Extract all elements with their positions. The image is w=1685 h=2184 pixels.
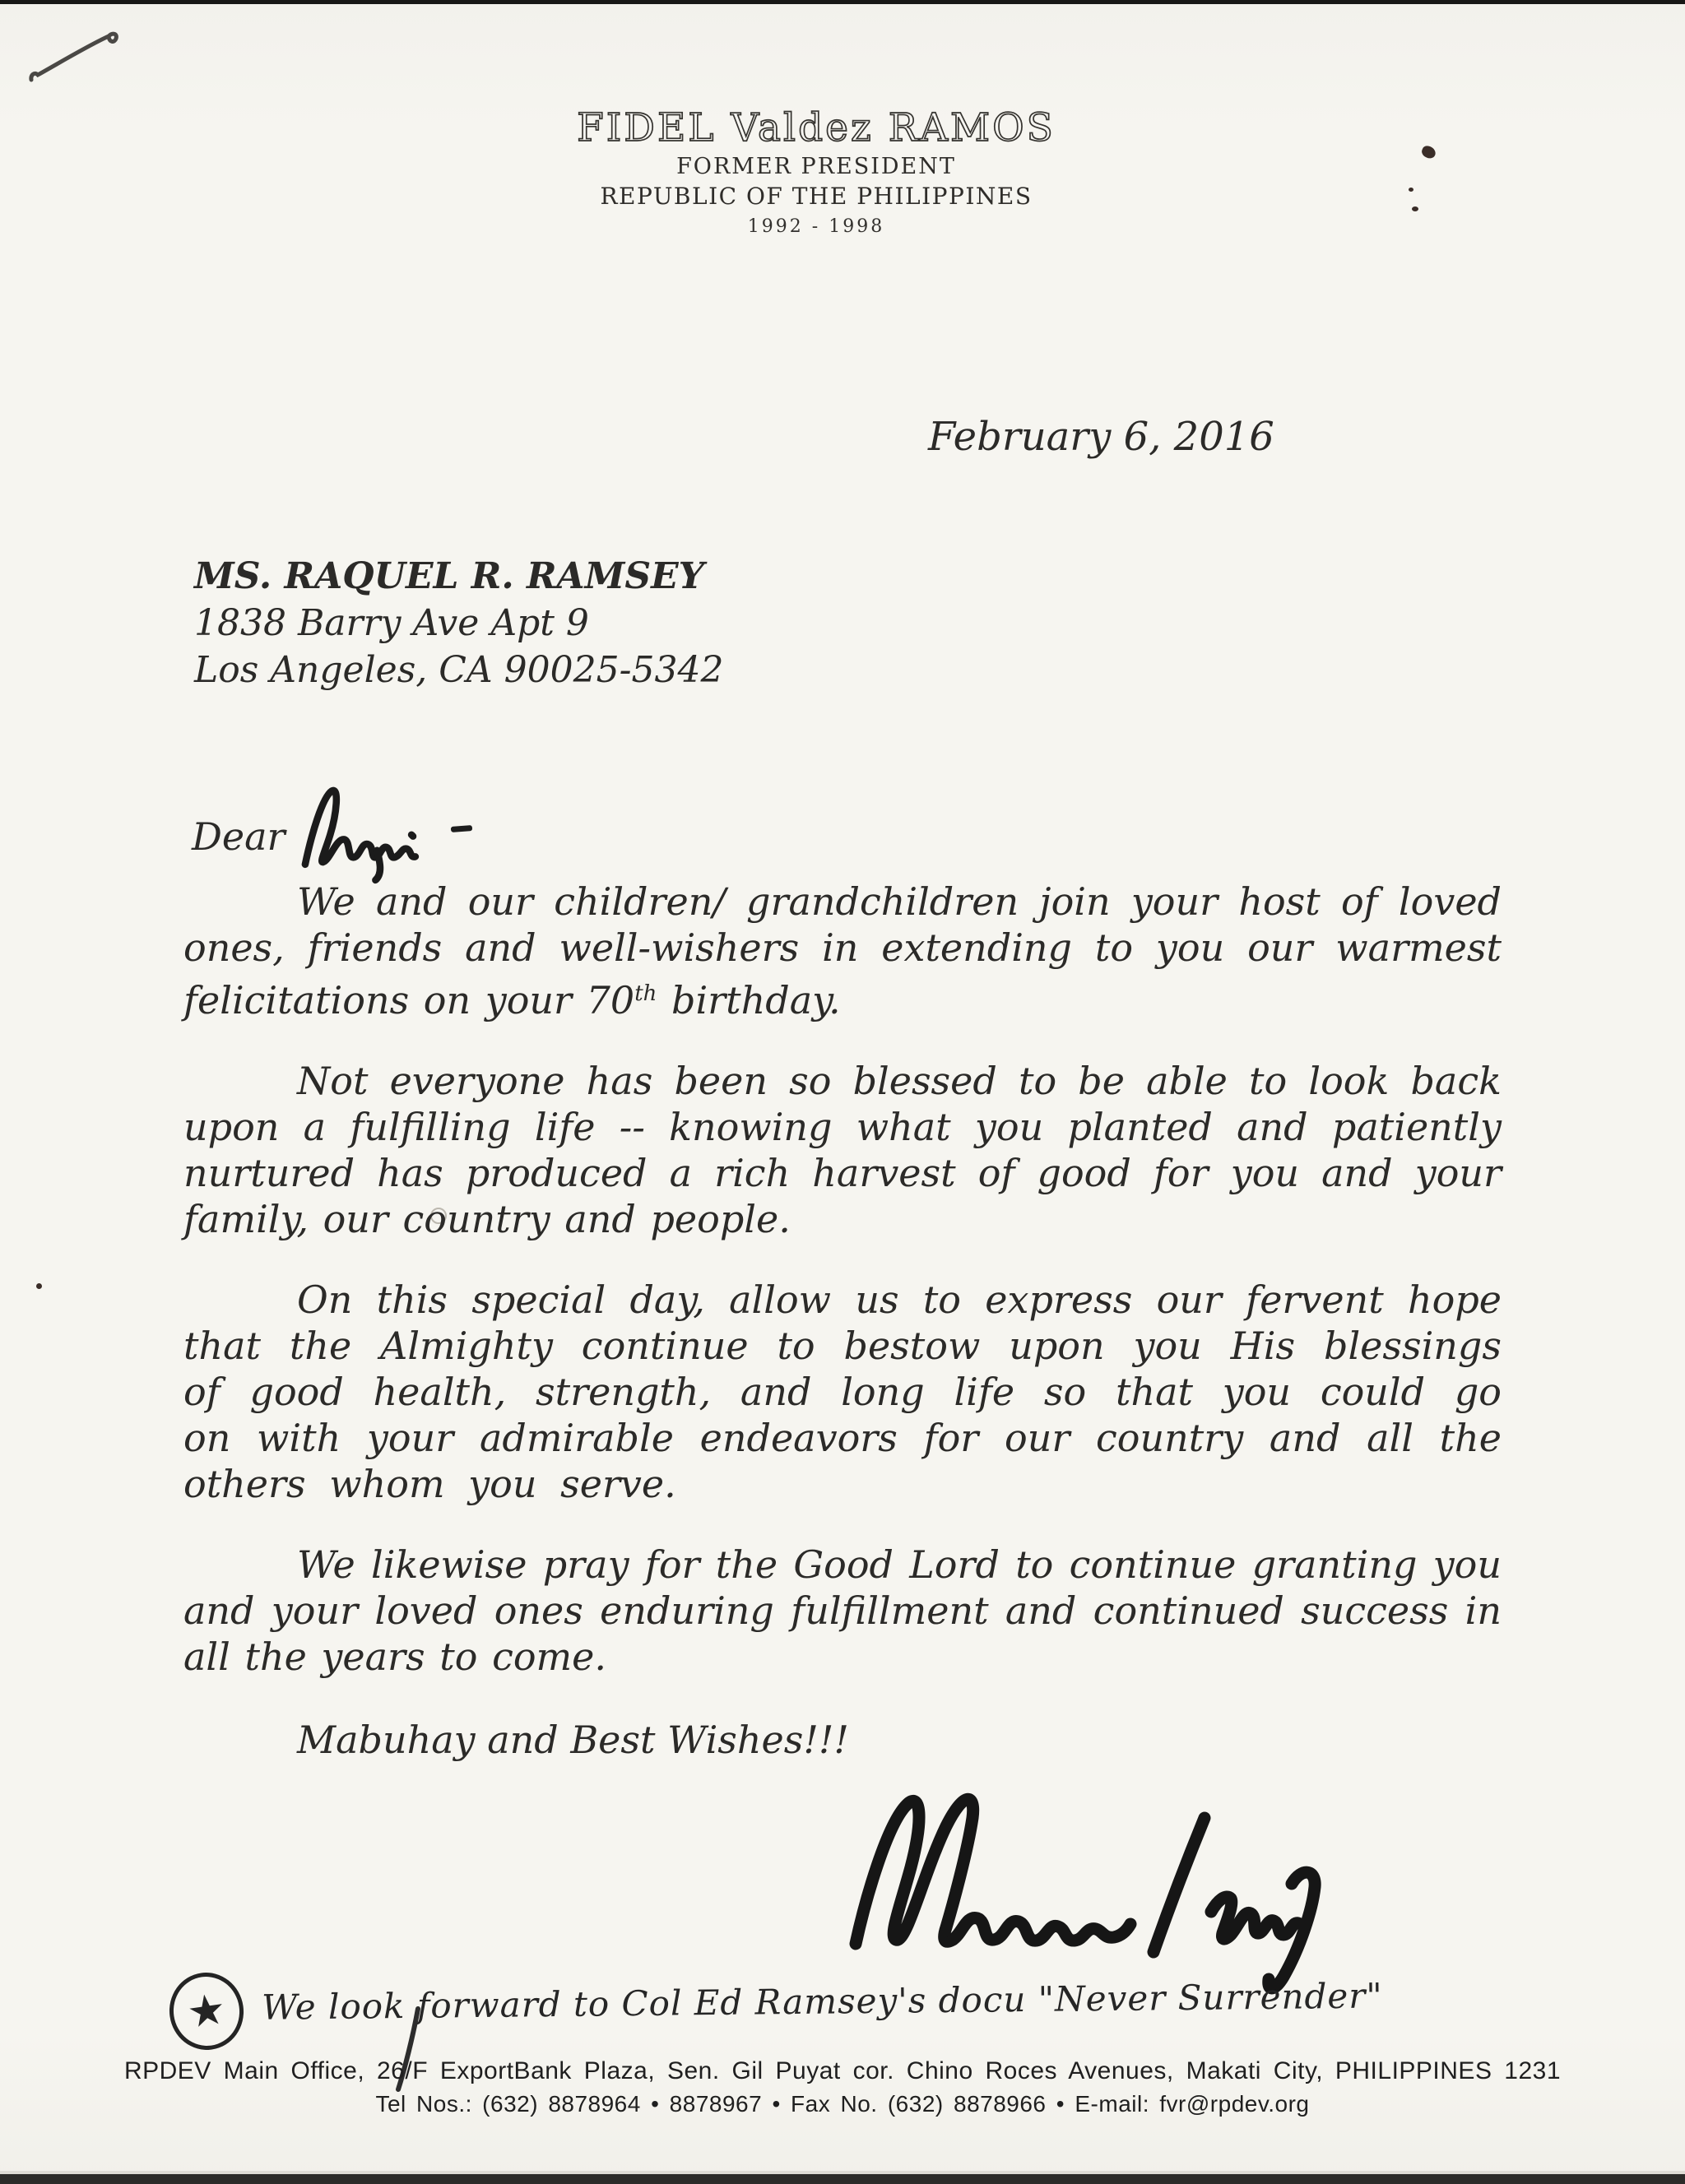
letterhead-years: 1992 - 1998 (747, 216, 885, 237)
letter-footer (0, 2055, 1685, 2121)
paragraph-1 (183, 879, 1502, 1023)
circled-star-icon: ★ (165, 1968, 248, 2055)
letter-date: February 6, 2016 (928, 414, 1274, 460)
pen-mark-top-left (23, 29, 125, 88)
footer-address-line: RPDEV Main Office, 26/F ExportBank Plaza, Sen. Gil Puyat cor. Chino Roces Avenues, Makati City, PHILIPPINES 1231 (123, 2057, 1562, 2084)
paragraph-2: Not everyone has been so blessed to be able to look back upon a fulfilling life -- knowing what you planted and patiently nurtured has produced a rich harvest of good for you and your family, our country and people. (183, 1059, 1502, 1241)
footer-contact-line: Tel Nos.: (632) 8878964 • 8878967 • Fax No. (632) 8878966 • E-mail: fvr@rpdev.org (375, 2091, 1310, 2117)
salutation-prefix: Dear (192, 814, 285, 859)
handwritten-dash (451, 825, 472, 832)
ordinal-superscript: th (634, 981, 657, 1006)
recipient-name: MS. RAQUEL R. RAMSEY (194, 555, 705, 597)
letterhead (0, 105, 1659, 237)
closing-line: Mabuhay and Best Wishes!!! (297, 1718, 849, 1762)
signature-handwriting (831, 1775, 1341, 2005)
letter-body (183, 879, 1502, 1762)
letterhead-name: FIDEL Valdez RAMOS (577, 105, 1056, 151)
paragraph-1-end: birthday. (657, 978, 841, 1022)
letterhead-republic: REPUBLIC OF THE PHILIPPINES (600, 183, 1033, 210)
paragraph-1-text: We and our children/ grandchildren join your host of loved ones, friends and well-wishers in extending to you our warmest felicitations on your 70 (183, 879, 1502, 1022)
recipient-street: 1838 Barry Ave Apt 9 (194, 602, 589, 644)
letterhead-title: FORMER PRESIDENT (676, 154, 956, 179)
postscript-text: We look forward to Col Ed Ramsey's docu "Never Surrender" (261, 1975, 1383, 2028)
scan-bottom-edge (0, 2174, 1685, 2184)
recipient-city: Los Angeles, CA 90025-5342 (194, 649, 724, 691)
ink-speck (36, 1283, 42, 1289)
paragraph-3: On this special day, allow us to express our fervent hope that the Almighty continue to bestow upon you His blessings of good health, strength, and long life so that you could go on with your admirable endeavors for our country and all the others whom you serve. (183, 1277, 1502, 1506)
scan-top-edge (0, 0, 1685, 4)
paragraph-4: We likewise pray for the Good Lord to continue granting you and your loved ones enduring fulfillment and continued success in all the years to come. (183, 1542, 1502, 1679)
handwritten-recipient-nickname (288, 780, 444, 882)
recipient-address-block (194, 553, 724, 693)
